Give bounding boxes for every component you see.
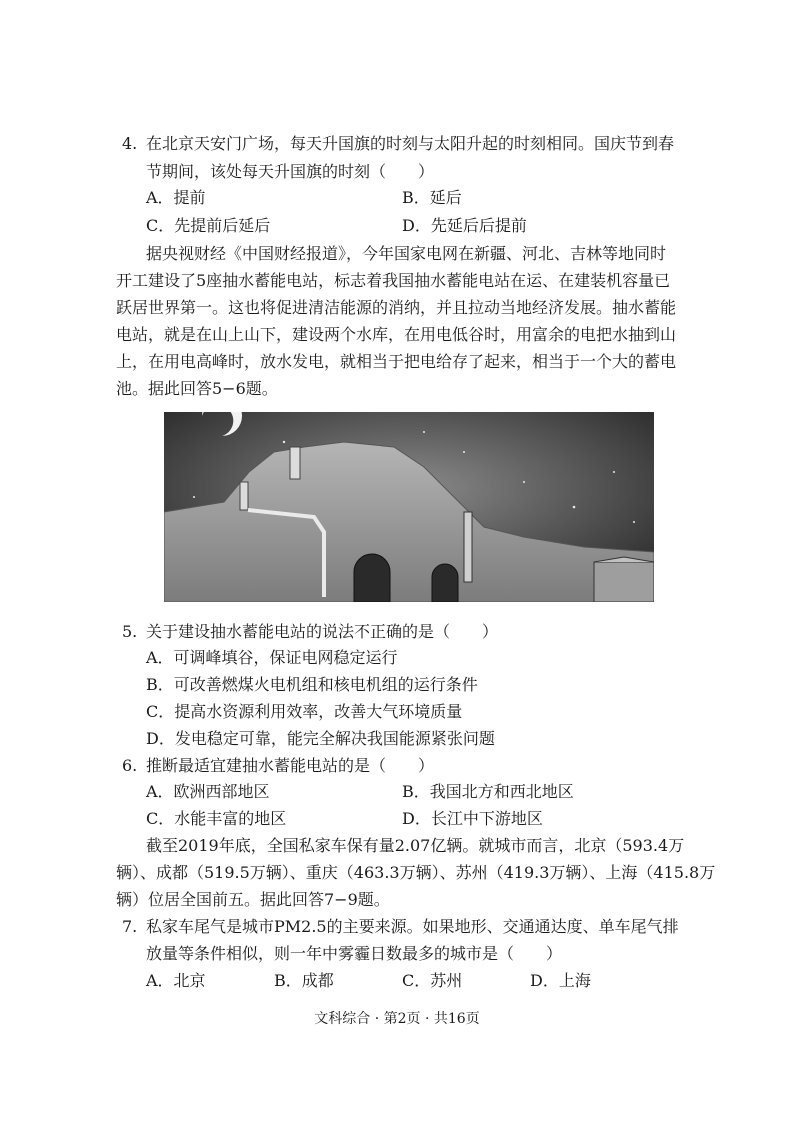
- question-number: 7.: [122, 917, 138, 936]
- option-c: C．水能丰富的地区: [146, 809, 287, 828]
- passage-line: 跃居世界第一。这也将促进清洁能源的消纳，并且拉动当地经济发展。抽水蓄能: [116, 298, 677, 317]
- passage-line: 上，在用电高峰时，放水发电，就相当于把电给存了起来，相当于一个大的蓄电: [116, 352, 677, 371]
- question-number: 4.: [122, 134, 138, 153]
- option-d: D．发电稳定可靠，能完全解决我国能源紧张问题: [146, 729, 495, 748]
- option-a: A．北京: [146, 971, 206, 990]
- passage-line: 辆）位居全国前五。据此回答7−9题。: [116, 890, 390, 909]
- option-c: C．苏州: [402, 971, 463, 990]
- question-text: 放量等条件相似，则一年中雾霾日数最多的城市是（ ）: [146, 944, 563, 963]
- option-d: D．上海: [530, 971, 591, 990]
- question-number: 5.: [122, 622, 138, 641]
- option-a: A．欧洲西部地区: [146, 782, 270, 801]
- option-d: D．先延后后提前: [402, 216, 527, 235]
- question-text: 推断最适宜建抽水蓄能电站的是（ ）: [146, 756, 435, 775]
- option-c: C．先提前后延后: [146, 216, 271, 235]
- passage-line: 据央视财经《中国财经报道》，今年国家电网在新疆、河北、吉林等地同时: [146, 244, 667, 263]
- passage-line: 截至2019年底，全国私家车保有量2.07亿辆。就城市而言，北京（593.4万: [146, 836, 685, 855]
- option-b: B．延后: [402, 188, 462, 207]
- passage-line: 电站，就是在山上山下，建设两个水库，在用电低谷时，用富余的电把水抽到山: [116, 325, 677, 344]
- question-text: 在北京天安门广场，每天升国旗的时刻与太阳升起的时刻相同。国庆节到春: [146, 134, 675, 153]
- question-number: 6.: [122, 756, 138, 775]
- option-c: C．提高水资源利用效率，改善大气环境质量: [146, 702, 463, 721]
- option-b: B．可改善燃煤火电机组和核电机组的运行条件: [146, 675, 478, 694]
- pumped-storage-illustration: [164, 412, 654, 602]
- question-text: 节期间，该处每天升国旗的时刻（ ）: [146, 162, 435, 181]
- option-a: A．可调峰填谷，保证电网稳定运行: [146, 648, 398, 667]
- passage-line: 开工建设了5座抽水蓄能电站，标志着我国抽水蓄能电站在运、在建装机容量已: [116, 271, 671, 290]
- option-d: D．长江中下游地区: [402, 809, 543, 828]
- option-a: A．提前: [146, 188, 206, 207]
- option-b: B．我国北方和西北地区: [402, 782, 574, 801]
- question-text: 私家车尾气是城市PM2.5的主要来源。如果地形、交通通达度、单车尾气排: [146, 917, 679, 936]
- passage-line: 池。据此回答5−6题。: [116, 379, 278, 398]
- page-footer: 文科综合 · 第2页 · 共16页: [314, 1011, 480, 1027]
- passage-line: 辆）、成都（519.5万辆）、重庆（463.3万辆）、苏州（419.3万辆）、上海（415.8万: [116, 863, 716, 882]
- question-text: 关于建设抽水蓄能电站的说法不正确的是（ ）: [146, 622, 499, 641]
- option-b: B．成都: [274, 971, 334, 990]
